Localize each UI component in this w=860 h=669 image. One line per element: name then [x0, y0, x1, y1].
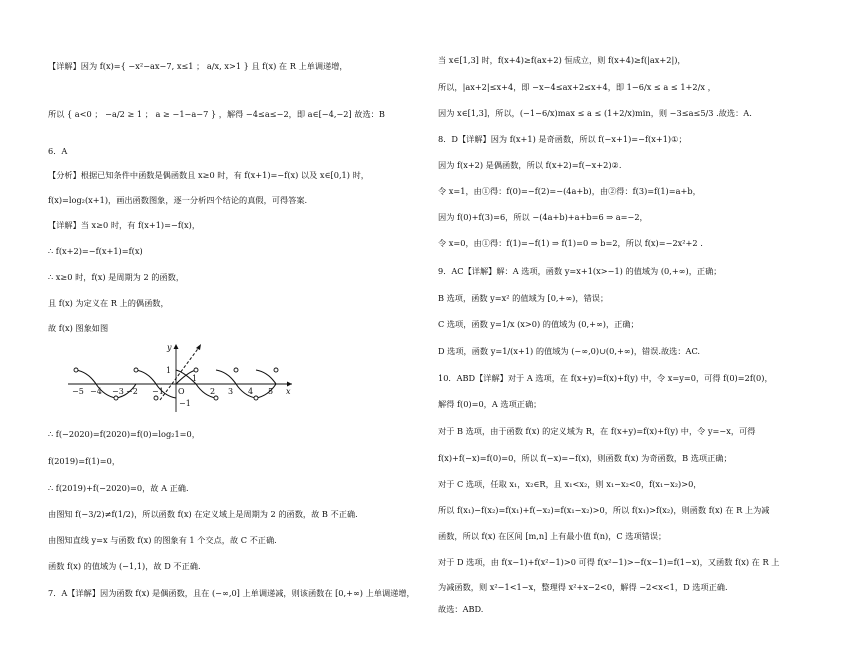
left-text-line: 由图知直线 y=x 与函数 f(x) 的图象有 1 个交点，故 C 不正确. [48, 535, 277, 545]
open-point [274, 368, 278, 372]
x-tick-label: 2 [210, 387, 216, 396]
right-text-line: B 选项，函数 y=x² 的值域为 [0,+∞)，错误； [438, 293, 609, 303]
x-tick-label: −1 [152, 387, 164, 396]
y-axis-arrow [174, 344, 179, 349]
left-text-line: 故 f(x) 图象如图 [48, 323, 109, 333]
function-graph [60, 340, 300, 414]
right-text-line: D 选项，函数 y=1/(x+1) 的值域为 (−∞,0)∪(0,+∞)，错误.故选：AC. [438, 346, 701, 356]
right-text-line: 对于 C 选项，任取 x₁，x₂∈R，且 x₁<x₂，则 x₁−x₂<0，f(x₁−x₂)>0， [438, 479, 702, 489]
y-tick-label: 1 [166, 366, 172, 375]
right-text-line: 令 x=1，由①得：f(0)=−f(2)=−(4a+b)，由②得：f(3)=f(1)=a+b， [438, 186, 701, 196]
x-tick-label: O [178, 387, 185, 396]
right-text-line: 函数，所以 f(x) 在区间 [m,n] 上有最小值 f(n)，C 选项错误； [438, 531, 667, 541]
right-text-line: 9．AC【详解】解：A 选项，函数 y=x+1(x>−1) 的值域为 (0,+∞)，正确； [438, 266, 722, 276]
right-text-line: 10．ABD【详解】对于 A 选项，在 f(x+y)=f(x)+f(y) 中，令 x=y=0，可得 f(0)=2f(0)， [438, 373, 773, 383]
left-text-line: ∴ f(x+2)=−f(x+1)=f(x) [48, 246, 143, 256]
right-text-line: f(x)+f(−x)=f(0)=0，所以 f(−x)=−f(x)，则函数 f(x) 为奇函数，B 选项正确； [438, 453, 732, 463]
left-text-line: f(2019)=f(1)=0， [48, 456, 121, 466]
left-text-line: ∴ x≥0 时，f(x) 是周期为 2 的函数， [48, 272, 185, 282]
x-tick-label: −2 [126, 387, 138, 396]
open-point [214, 396, 218, 400]
left-text-line: f(x)=log₂(x+1)，画出函数图象，逐一分析四个结论的真假，可得答案. [48, 195, 308, 205]
x-tick-label: −3 [112, 387, 124, 396]
left-text-line: 【分析】根据已知条件中函数是偶函数且 x≥0 时，有 f(x+1)=−f(x) 以及 x∈[0,1) 时， [48, 170, 369, 180]
open-point [254, 396, 258, 400]
right-text-line: C 选项，函数 y=1/x (x>0) 的值域为 (0,+∞)，正确； [438, 319, 639, 329]
open-point [194, 368, 198, 372]
open-point [154, 396, 158, 400]
open-point [74, 368, 78, 372]
right-text-line: 当 x∈[1,3] 时，f(x+4)≥f(ax+2) 恒成立，则 f(x+4)≥f(|ax+2|)， [438, 55, 686, 65]
right-text-line: 所以 f(x₁)−f(x₂)=f(x₁)+f(−x₂)=f(x₁−x₂)>0，所以 f(x₁)>f(x₂)，则函数 f(x) 在 R 上为减 [438, 505, 770, 515]
open-point [114, 396, 118, 400]
open-point [134, 368, 138, 372]
right-text-line: 对于 D 选项，由 f(x−1)+f(x²−1)>0 可得 f(x²−1)>−f(x−1)=f(1−x)，又函数 f(x) 在 R 上 [438, 557, 780, 567]
dashed-line-arrow [196, 344, 201, 350]
left-text-line: 6．A [48, 146, 68, 156]
right-text-line: 因为 x∈[1,3]，所以，(−1−6/x)max ≤ a ≤ (1+2/x)min，则 −3≤a≤5/3 .故选：A. [438, 108, 752, 118]
x-tick-label: 4 [248, 387, 254, 396]
left-text-line: 函数 f(x) 的值域为 (−1,1)，故 D 不正确. [48, 561, 201, 571]
open-point [234, 368, 238, 372]
right-text-line: 故选：ABD. [438, 604, 484, 614]
x-axis-arrow [287, 382, 292, 387]
right-text-line: 对于 B 选项，由于函数 f(x) 的定义域为 R，在 f(x+y)=f(x)+f(y) 中，令 y=−x，可得 [438, 426, 756, 436]
y-axis-label: y [167, 343, 172, 352]
right-text-line: 所以，|ax+2|≤x+4，即 −x−4≤ax+2≤x+4，即 1−6/x ≤ a ≤ 1+2/x ， [438, 82, 716, 92]
x-tick-label: 5 [268, 387, 274, 396]
right-text-line: 为减函数，则 x²−1<1−x，整理得 x²+x−2<0，解得 −2<x<1，D 选项正确. [438, 582, 728, 592]
left-text-line: ∴ f(−2020)=f(2020)=f(0)=log₂1=0， [48, 429, 200, 439]
x-tick-label: 3 [228, 387, 234, 396]
right-text-line: 因为 f(0)+f(3)=6，所以 −(4a+b)+a+b=6 ⇒ a=−2， [438, 212, 648, 222]
y-tick-label: −1 [179, 399, 191, 408]
left-text-line: 由图知 f(−3/2)≠f(1/2)，所以函数 f(x) 在定义域上是周期为 2 的函数，故 B 不正确. [48, 509, 358, 519]
left-text-line: 【详解】当 x≥0 时，有 f(x+1)=−f(x)， [48, 220, 201, 230]
x-tick-label: −5 [72, 387, 84, 396]
right-text-line: 8．D【详解】因为 f(x+1) 是奇函数，所以 f(−x+1)=−f(x+1)①； [438, 134, 687, 144]
left-text-line: ∴ f(2019)+f(−2020)=0，故 A 正确. [48, 483, 189, 493]
right-text-line: 解得 f(0)=0，A 选项正确； [438, 399, 542, 409]
x-axis-label: x [286, 387, 291, 396]
left-text-line: 7．A【详解】因为函数 f(x) 是偶函数，且在 (−∞,0] 上单调递减，则该函数在 [0,+∞) 上单调递增， [48, 588, 415, 598]
x-tick-label: −4 [90, 387, 102, 396]
left-text-line: 【详解】因为 f(x)={ −x²−ax−7, x≤1 ； a/x, x>1 } 且 f(x) 在 R 上单调递增， [48, 61, 348, 71]
x-tick-label: 1 [192, 374, 198, 383]
right-text-line: 因为 f(x+2) 是偶函数，所以 f(x+2)=f(−x+2)②. [438, 160, 622, 170]
left-text-line: 所以 { a<0 ； −a/2 ≥ 1 ； a ≥ −1−a−7 } ，解得 −4≤a≤−2，即 a∈[−4,−2] 故选：B [48, 109, 385, 119]
left-text-line: 且 f(x) 为定义在 R 上的偶函数， [48, 298, 169, 308]
right-text-line: 令 x=0，由①得：f(1)=−f(1) ⇒ f(1)=0 ⇒ b=2，所以 f(x)=−2x²+2 . [438, 238, 703, 248]
